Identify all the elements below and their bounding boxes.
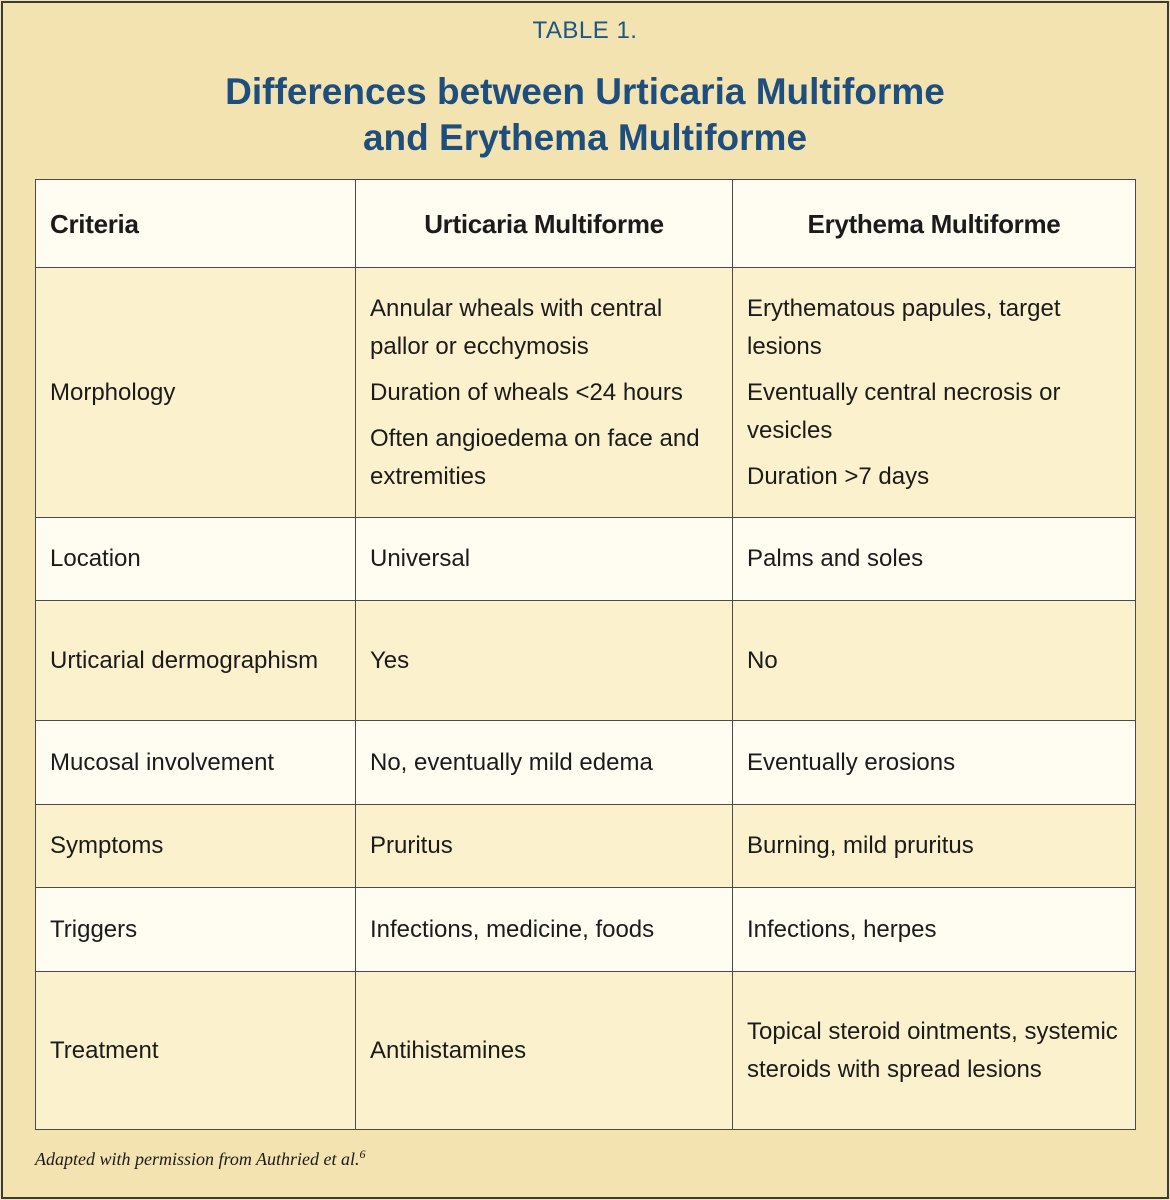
urticaria-cell bbox=[356, 518, 733, 601]
title-line-1: Differences between Urticaria Multiforme bbox=[225, 71, 945, 112]
erythema-cell bbox=[733, 268, 1136, 518]
table-row bbox=[36, 268, 1136, 518]
cell-text: Eventually central necrosis or vesicles bbox=[747, 378, 1061, 444]
criteria-cell bbox=[36, 268, 356, 518]
cell-text: Mucosal involvement bbox=[50, 748, 275, 776]
cell-text: Annular wheals with central pallor or ecchymosis bbox=[370, 294, 663, 360]
cell-text: Triggers bbox=[50, 915, 138, 943]
cell-text: Universal bbox=[370, 545, 471, 572]
table-row bbox=[36, 972, 1136, 1130]
urticaria-cell bbox=[356, 972, 733, 1130]
criteria-cell bbox=[36, 888, 356, 972]
cell-text: Duration >7 days bbox=[747, 462, 930, 490]
page-title bbox=[3, 69, 1167, 161]
urticaria-cell bbox=[356, 601, 733, 721]
cell-text: Often angioedema on face and extremities bbox=[370, 424, 700, 490]
cell-text: Topical steroid ointments, systemic steroids with spread lesions bbox=[747, 1017, 1118, 1083]
erythema-cell bbox=[733, 721, 1136, 805]
urticaria-cell bbox=[356, 268, 733, 518]
cell-text: Urticarial dermographism bbox=[50, 646, 319, 674]
cell-text: Palms and soles bbox=[747, 545, 924, 572]
cell-text: Symptoms bbox=[50, 832, 164, 859]
erythema-cell bbox=[733, 972, 1136, 1130]
erythema-cell bbox=[733, 518, 1136, 601]
erythema-cell bbox=[733, 601, 1136, 721]
header-erythema: Erythema Multiforme bbox=[733, 180, 1136, 268]
cell-text: Location bbox=[50, 545, 141, 572]
criteria-cell bbox=[36, 601, 356, 721]
comparison-table bbox=[35, 179, 1136, 1130]
cell-text: Antihistamines bbox=[370, 1036, 527, 1064]
table-label: TABLE 1. bbox=[532, 17, 638, 44]
table-panel bbox=[1, 1, 1169, 1199]
header-criteria: Criteria bbox=[36, 180, 356, 268]
erythema-cell bbox=[733, 805, 1136, 888]
cell-text: No, eventually mild edema bbox=[370, 748, 653, 776]
cell-text: No bbox=[747, 646, 778, 674]
criteria-cell bbox=[36, 972, 356, 1130]
cell-text: Pruritus bbox=[370, 832, 453, 859]
table-row bbox=[36, 518, 1136, 601]
table-row bbox=[36, 805, 1136, 888]
erythema-cell bbox=[733, 888, 1136, 972]
urticaria-cell bbox=[356, 888, 733, 972]
table-row bbox=[36, 888, 1136, 972]
cell-text: Burning, mild pruritus bbox=[747, 832, 974, 859]
title-line-2: and Erythema Multiforme bbox=[362, 117, 808, 158]
cell-text: Yes bbox=[370, 646, 410, 674]
cell-text: Eventually erosions bbox=[747, 748, 956, 776]
table-row bbox=[36, 601, 1136, 721]
urticaria-cell bbox=[356, 721, 733, 805]
cell-text: Treatment bbox=[50, 1036, 159, 1064]
urticaria-cell bbox=[356, 805, 733, 888]
header-urticaria: Urticaria Multiforme bbox=[356, 180, 733, 268]
cell-text: Infections, medicine, foods bbox=[370, 915, 655, 943]
criteria-cell bbox=[36, 805, 356, 888]
criteria-cell bbox=[36, 721, 356, 805]
footnote-ref: 6 bbox=[359, 1147, 366, 1161]
cell-text: Duration of wheals <24 hours bbox=[370, 378, 683, 406]
table-row bbox=[36, 721, 1136, 805]
footnote-text: Adapted with permission from Authried et al. bbox=[35, 1149, 360, 1169]
footnote bbox=[35, 1147, 366, 1170]
table-header-row bbox=[36, 180, 1136, 268]
cell-text: Infections, herpes bbox=[747, 915, 937, 943]
criteria-cell bbox=[36, 518, 356, 601]
cell-text: Erythematous papules, target lesions bbox=[747, 294, 1061, 360]
cell-text: Morphology bbox=[50, 378, 176, 406]
